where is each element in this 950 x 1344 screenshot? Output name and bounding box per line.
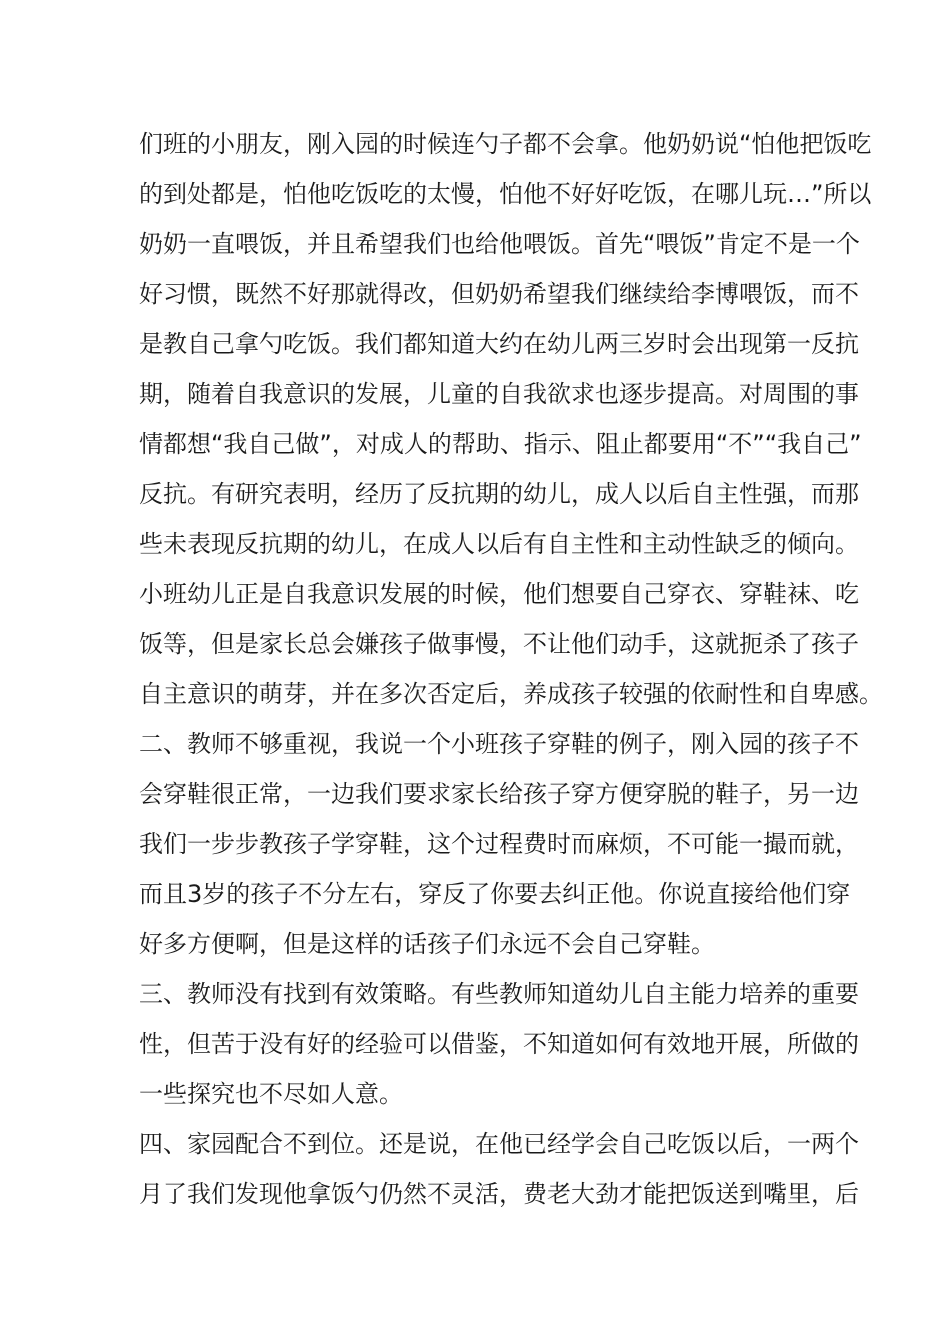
text-line: 我们一步步教孩子学穿鞋，这个过程费时而麻烦，不可能一撮而就， (139, 830, 859, 858)
text-line: 好习惯，既然不好那就得改，但奶奶希望我们继续给李博喂饭，而不 (139, 280, 859, 308)
body-text (139, 119, 883, 1219)
text-line: 三、教师没有找到有效策略。有些教师知道幼儿自主能力培养的重要 (139, 980, 859, 1008)
text-line: 好多方便啊，但是这样的话孩子们永远不会自己穿鞋。 (139, 930, 715, 958)
text-line: 自主意识的萌芽，并在多次否定后，养成孩子较强的依耐性和自卑感。 (139, 680, 883, 708)
text-line: 一些探究也不尽如人意。 (139, 1080, 403, 1108)
text-line: 期，随着自我意识的发展，儿童的自我欲求也逐步提高。对周围的事 (139, 380, 859, 408)
text-line: 饭等，但是家长总会嫌孩子做事慢，不让他们动手，这就扼杀了孩子 (139, 630, 859, 658)
text-line: 反抗。有研究表明，经历了反抗期的幼儿，成人以后自主性强，而那 (139, 480, 859, 508)
text-line: 而且3岁的孩子不分左右，穿反了你要去纠正他。你说直接给他们穿 (139, 880, 851, 908)
text-line: 情都想“我自己做”，对成人的帮助、指示、阻止都要用“不”“我自己” (139, 430, 862, 458)
text-line: 四、家园配合不到位。还是说，在他已经学会自己吃饭以后，一两个 (139, 1130, 859, 1158)
text-line: 性，但苦于没有好的经验可以借鉴，不知道如何有效地开展，所做的 (139, 1030, 859, 1058)
text-line: 是教自己拿勺吃饭。我们都知道大约在幼儿两三岁时会出现第一反抗 (139, 330, 859, 358)
text-line: 月了我们发现他拿饭勺仍然不灵活，费老大劲才能把饭送到嘴里，后 (139, 1180, 859, 1208)
text-line: 小班幼儿正是自我意识发展的时候，他们想要自己穿衣、穿鞋袜、吃 (139, 580, 859, 608)
text-line: 们班的小朋友，刚入园的时候连勺子都不会拿。他奶奶说“怕他把饭吃 (139, 130, 872, 158)
text-line: 会穿鞋很正常，一边我们要求家长给孩子穿方便穿脱的鞋子，另一边 (139, 780, 859, 808)
text-line: 的到处都是，怕他吃饭吃的太慢，怕他不好好吃饭，在哪儿玩…”所以 (139, 180, 872, 208)
text-line: 奶奶一直喂饭，并且希望我们也给他喂饭。首先“喂饭”肯定不是一个 (139, 230, 860, 258)
text-line: 二、教师不够重视，我说一个小班孩子穿鞋的例子，刚入园的孩子不 (139, 730, 859, 758)
text-line: 些未表现反抗期的幼儿，在成人以后有自主性和主动性缺乏的倾向。 (139, 530, 859, 558)
